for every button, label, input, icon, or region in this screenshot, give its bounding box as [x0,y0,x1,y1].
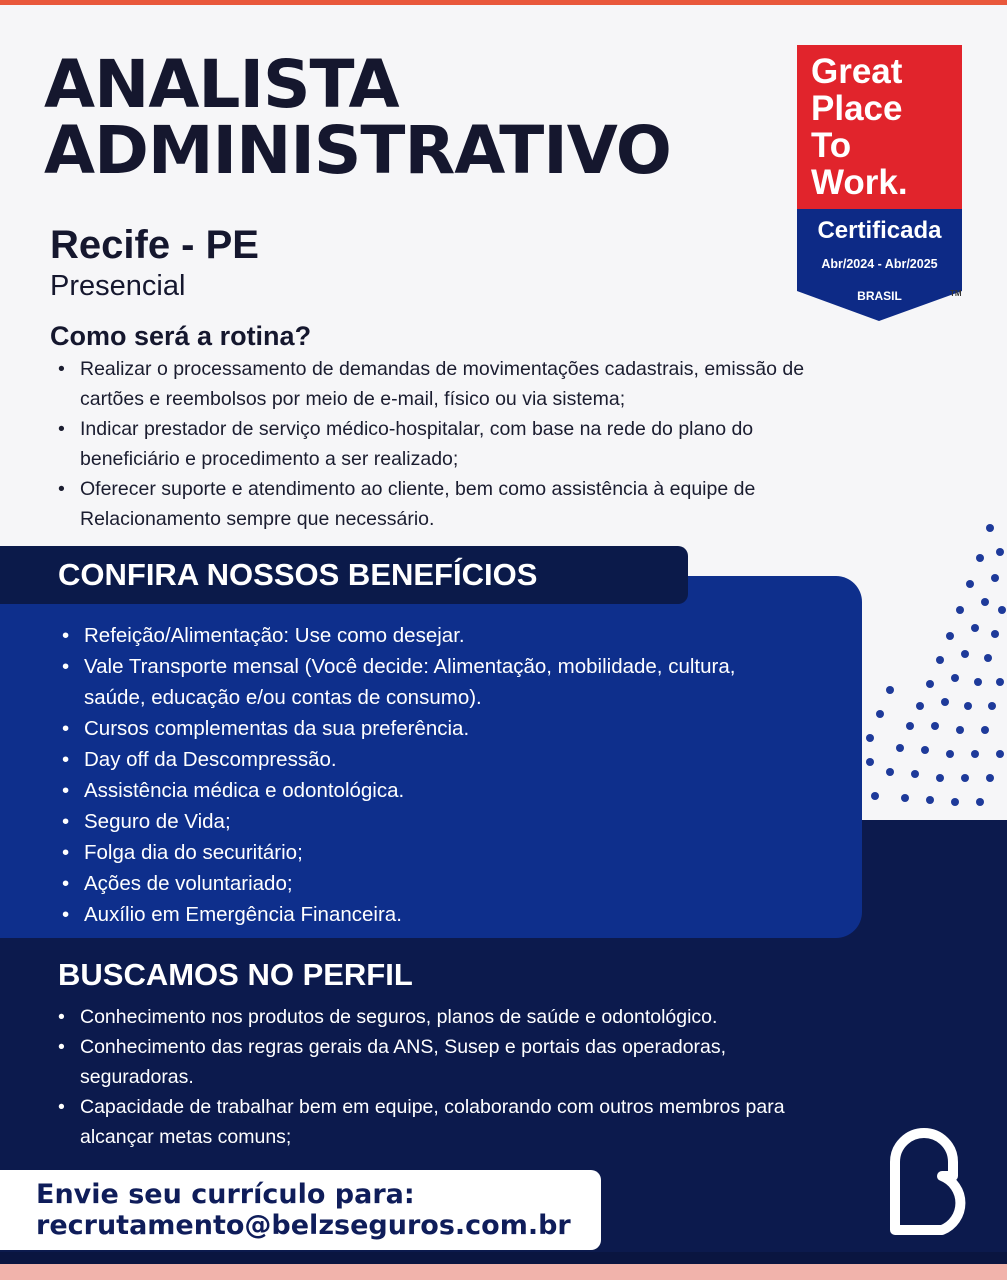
list-item: • Seguro de Vida; [56,806,776,837]
bottom-navy-strip [0,1252,1007,1264]
work-mode: Presencial [50,270,186,302]
badge-word-great: Great [811,52,903,91]
list-item: • Conhecimento nos produtos de seguros, planos de saúde e odontológico. [52,1002,832,1032]
badge-certified-ribbon [797,209,962,303]
rotina-heading: Como será a rotina? [50,321,312,351]
job-title [44,46,671,189]
contact-email-link[interactable]: recrutamento@belzseguros.com.br [36,1210,571,1241]
list-item: • Day off da Descompressão. [56,744,776,775]
benefits-heading: CONFIRA NOSSOS BENEFÍCIOS [58,557,538,592]
badge-word-work: Work. [811,163,908,202]
list-item: • Indicar prestador de serviço médico-hospitalar, com base na rede do plano do beneficiário e procedimento a ser realizado; [52,414,852,474]
badge-country: BRASIL [857,289,902,303]
rotina-list [52,354,852,534]
list-item: • Oferecer suporte e atendimento ao cliente, bem como assistência à equipe de Relacionamento sempre que necessário. [52,474,852,534]
list-item: • Conhecimento das regras gerais da ANS, Susep e portais das operadoras, seguradoras. [52,1032,832,1092]
badge-certified-text: Certificada [817,217,942,244]
contact-label: Envie seu currículo para: [36,1179,415,1210]
top-accent-bar [0,0,1007,5]
list-item: • Cursos complementas da sua preferência. [56,713,776,744]
great-place-to-work-badge [797,45,962,303]
list-item: • Refeição/Alimentação: Use como desejar. [56,620,776,651]
list-item: • Capacidade de trabalhar bem em equipe, colaborando com outros membros para alcançar metas comuns; [52,1092,832,1152]
perfil-heading: BUSCAMOS NO PERFIL [58,957,413,992]
list-item: • Folga dia do securitário; [56,837,776,868]
badge-period: Abr/2024 - Abr/2025 [821,257,938,271]
badge-word-place: Place [811,89,903,128]
list-item: • Auxílio em Emergência Financeira. [56,899,776,930]
list-item: • Ações de voluntariado; [56,868,776,899]
list-item: • Assistência médica e odontológica. [56,775,776,806]
job-title-line-2: ADMINISTRATIVO [44,112,671,189]
trademark-mark: TM [950,289,962,298]
dot-pattern-group [866,524,1006,806]
job-title-line-1: ANALISTA [44,46,399,123]
perfil-list [52,1002,832,1152]
job-location: Recife - PE [50,223,259,267]
badge-word-to: To [811,126,852,165]
list-item: • Realizar o processamento de demandas de movimentações cadastrais, emissão de cartões e reembolsos por meio de e-mail, físico ou via sistema; [52,354,852,414]
bottom-accent-bar [0,1264,1007,1280]
list-item: • Vale Transporte mensal (Você decide: Alimentação, mobilidade, cultura, saúde, educação e/ou contas de consumo). [56,651,776,713]
benefits-list [56,620,776,930]
badge-wordmark [797,45,962,209]
belz-logo-icon [888,1126,992,1238]
